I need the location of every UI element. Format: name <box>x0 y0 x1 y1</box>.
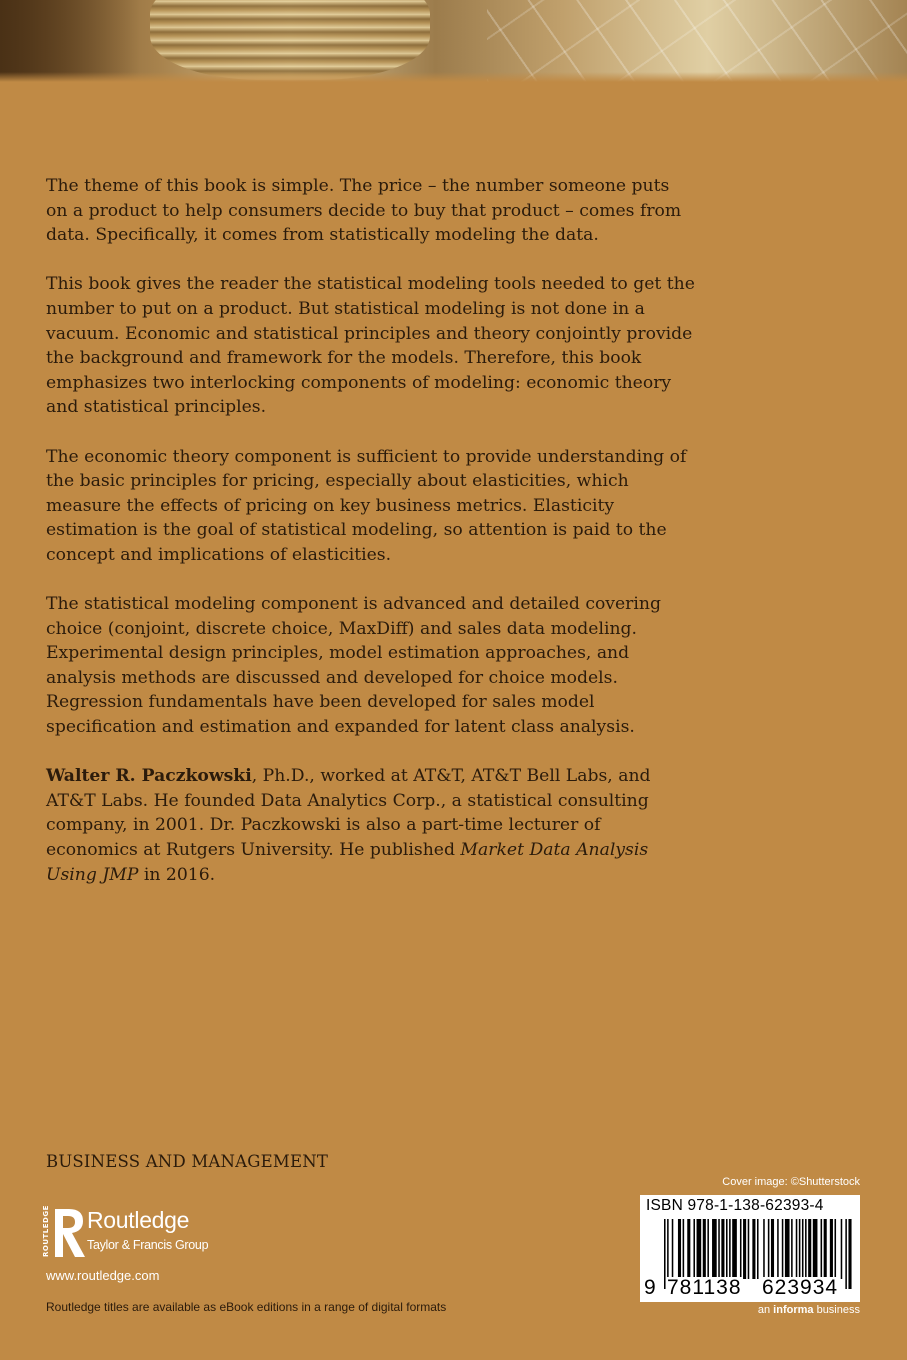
author-name: Walter R. Paczkowski <box>46 766 252 787</box>
barcode-digits-right: 623934 <box>762 1276 839 1299</box>
barcode-bar <box>835 1219 837 1279</box>
barcode-bar <box>782 1219 784 1279</box>
isbn-barcode <box>640 1195 860 1302</box>
barcode-bar <box>785 1219 790 1279</box>
barcode-bar <box>757 1219 759 1279</box>
blurb-paragraph: The economic theory component is sufficient to provide understanding of the basic principles for pricing, especially about elasticities, which measure the effects of pricing on key business metrics. Elasticity estimation is the goal of statistical modeling, so attention is paid to the concept and implications of elasticities. <box>46 446 687 565</box>
barcode-bar <box>718 1219 720 1279</box>
barcode-bar <box>703 1219 706 1279</box>
isbn-label: ISBN 978-1-138-62393-4 <box>646 1197 824 1214</box>
logo-vertical-text: ROUTLEDGE <box>42 1205 50 1257</box>
barcode-bar <box>821 1219 823 1279</box>
publisher-name: Routledge <box>87 1207 190 1233</box>
author-bio-text: , Ph.D., worked at AT&T, AT&T Bell Labs, and AT&T Labs. He founded Data Analytics Corp., a statistical consulting company, in 2001. Dr. Paczkowski is also a part-time lecturer of economics at Rutgers University. He published <box>46 766 651 861</box>
blurb-paragraph: The statistical modeling component is advanced and detailed covering choice (conjoint, discrete choice, MaxDiff) and sales data modeling. Experimental design principles, model estimation approaches, and analysis methods are discussed and developed for choice models. Regression fundamentals have been developed for sales model specification and estimation and expanded for latent class analysis. <box>46 594 661 738</box>
architecture-image <box>487 0 907 82</box>
barcode-bar <box>808 1219 811 1279</box>
barcode-bar <box>707 1219 709 1279</box>
barcode-bar <box>763 1219 765 1279</box>
barcode-bar <box>848 1219 851 1289</box>
barcode-bar <box>697 1219 702 1279</box>
barcode-bar <box>672 1219 674 1279</box>
barcode-bar <box>796 1219 798 1279</box>
author-book-title: Market Data Analysis Using JMP <box>46 840 649 885</box>
publisher-group: Taylor & Francis Group <box>87 1238 209 1252</box>
barcode-bar <box>805 1219 807 1279</box>
barcode-bar <box>841 1219 843 1279</box>
barcode-bar <box>768 1219 770 1279</box>
blurb-paragraph: The theme of this book is simple. The price – the number someone puts on a product to help consumers decide to buy that product – comes from data. Specifically, it comes from statistically modeling the data. <box>46 176 682 246</box>
blurb <box>46 174 696 912</box>
routledge-logo <box>40 1205 240 1261</box>
informa-business: an informa business <box>757 1304 860 1316</box>
barcode-bar <box>683 1219 685 1279</box>
barcode-bar <box>732 1219 737 1279</box>
blurb-paragraph: This book gives the reader the statistical modeling tools needed to get the number to put on a product. But statistical modeling is not done in a vacuum. Economic and statistical principles and theory conjointly provide the background and framework for the models. Therefore, this book emphasizes two interlocking components of modeling: economic theory and statistical principles. <box>46 274 695 418</box>
barcode-bar <box>830 1219 833 1279</box>
barcode-bar <box>726 1219 728 1279</box>
barcode-bar <box>729 1219 731 1279</box>
barcode-bar <box>824 1219 827 1279</box>
barcode-bar <box>712 1219 717 1279</box>
barcode-bar <box>791 1219 793 1279</box>
barcode-bar <box>687 1219 690 1279</box>
barcode-bar <box>693 1219 695 1279</box>
informa-brand: informa <box>773 1304 814 1316</box>
cover-banner-image <box>0 0 907 82</box>
barcode-digit-first: 9 <box>644 1276 656 1299</box>
barcode-bar <box>664 1219 666 1289</box>
author-bio <box>46 764 696 887</box>
cover-credit: Cover image: ©Shutterstock <box>722 1176 860 1188</box>
barcode-bar <box>752 1219 755 1279</box>
ebook-note: Routledge titles are available as eBook editions in a range of digital formats <box>46 1300 447 1314</box>
publisher-website[interactable]: www.routledge.com <box>46 1268 160 1283</box>
barcode-bar <box>813 1219 818 1279</box>
barcode-bar <box>743 1219 746 1279</box>
barcode-bar <box>845 1219 847 1289</box>
author-bio-text-end: in 2016. <box>138 864 216 885</box>
barcode-bar <box>748 1219 750 1279</box>
barcode-bar <box>771 1219 774 1279</box>
barcode-bar <box>777 1219 779 1279</box>
coins-image <box>150 0 430 80</box>
barcode-digits-left: 781138 <box>667 1276 742 1299</box>
barcode-bar <box>678 1219 681 1279</box>
barcode-bar <box>721 1219 724 1279</box>
barcode-bar <box>740 1219 742 1279</box>
routledge-r-icon <box>53 1207 87 1259</box>
subject-category: BUSINESS AND MANAGEMENT <box>46 1152 329 1171</box>
